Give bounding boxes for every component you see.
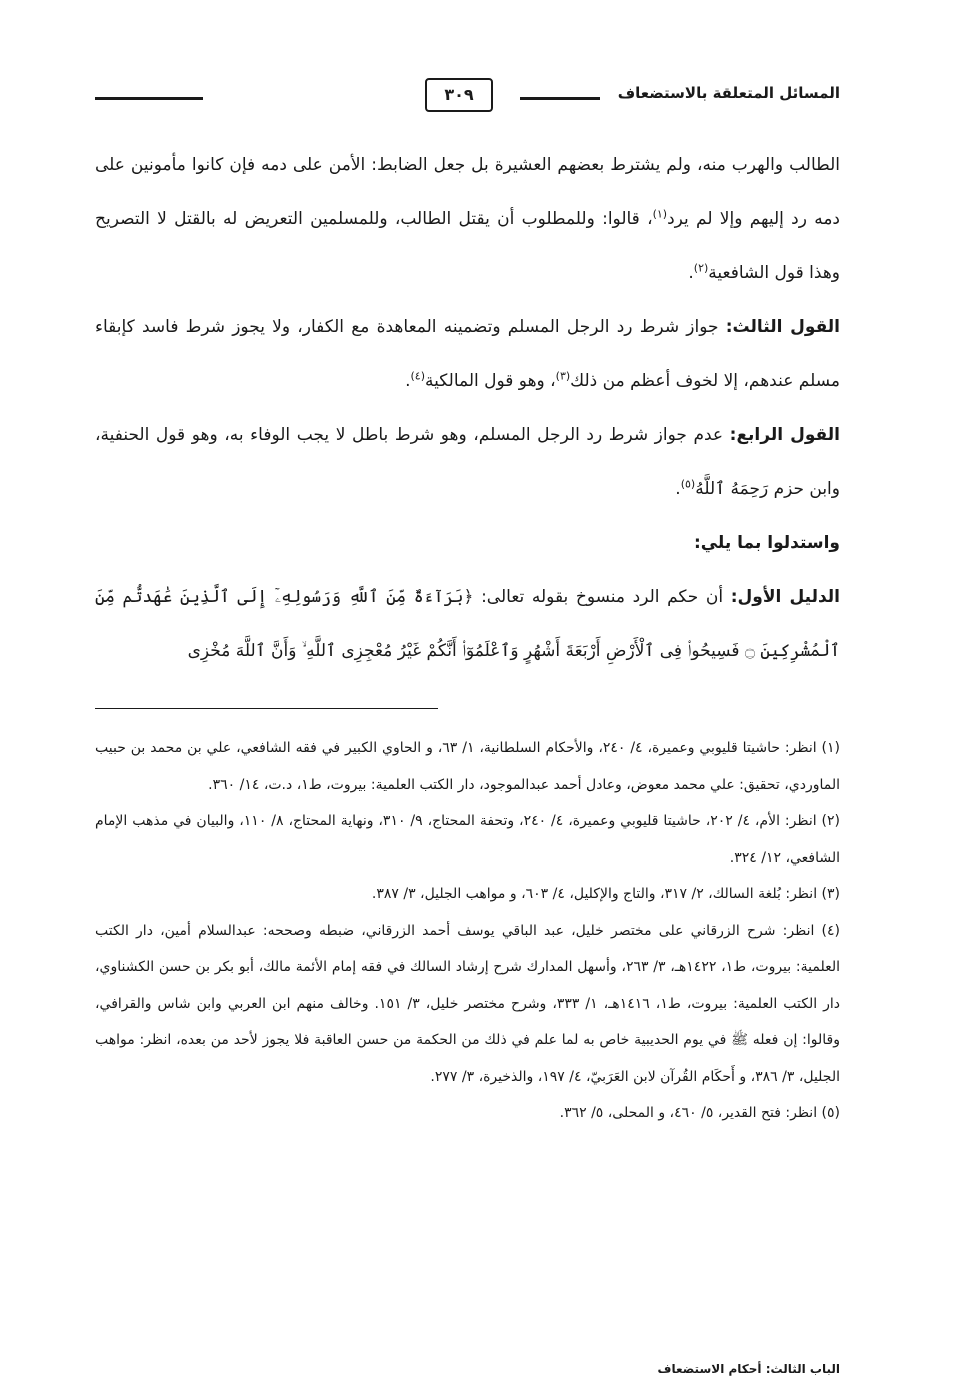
paragraph-text: . <box>675 479 681 499</box>
footnote: (١) انظر: حاشيتا قليوبي وعميرة، ٤/ ٢٤٠، والأحكام السلطانية، ١/ ٦٣، و الحاوي الكبير في فقه الشافعي، علي بن محمد بن حبيب الماوردي، تحقيق: علي محمد معوض، وعادل أحمد عبدالموجود، دار الكتب العلمية: بيروت، ط١، د.ت، ١٤/ ٣٦٠. <box>95 740 840 793</box>
running-footer: الباب الثالث: أحكام الاستضعاف <box>657 1362 840 1376</box>
footnote-ref[interactable]: (١) <box>652 207 668 221</box>
paragraph-lead: القول الرابع: <box>729 425 840 445</box>
paragraph <box>95 408 840 516</box>
footnotes <box>95 730 840 1132</box>
chapter-title: المسائل المتعلقة بالاستضعاف <box>617 84 840 102</box>
quran-verse: ﴿بَرَآءَةٌ مِّنَ ٱللَّهِ وَرَسُولِهِۦٓ إِلَى ٱلَّذِينَ عَٰهَدتُّم مِّنَ ٱلْمُشْرِكِينَ ۝ فَسِيحُوا۟ فِى ٱلْأَرْضِ أَرْبَعَةَ أَشْهُرٍ وَٱعْلَمُوٓا۟ أَنَّكُمْ غَيْرُ مُعْجِزِى ٱللَّهِ ۙ وَأَنَّ ٱللَّهَ مُخْزِى <box>95 587 840 661</box>
main-text <box>95 138 840 678</box>
paragraph-text: الطالب والهرب منه، ولم يشترط بعضهم العشيرة بل جعل الضابط: الأمن على دمه فإن كانوا مأمونين على دمه رد إليهم وإلا لم يرد <box>95 155 840 229</box>
paragraph-text: أن حكم الرد منسوخ بقوله تعالى: <box>473 587 731 607</box>
footnote-ref[interactable]: (٣) <box>555 369 571 383</box>
header-rule <box>520 97 600 100</box>
paragraph-lead: الدليل الأول: <box>730 587 840 607</box>
footnote: (٢) انظر: الأم، ٤/ ٢٠٢، حاشيتا قليوبي وعميرة، ٤/ ٢٤٠، وتحفة المحتاج، ٩/ ٣١٠، ونهاية المحتاج، ٨/ ١١٠، والبيان في مذهب الإمام الشافعي، ١٢/ ٣٢٤. <box>95 813 840 866</box>
paragraph-text: ، قالوا: وللمطلوب أن يقتل الطالب، وللمسلمين التعريض له بالقتل لا التصريح وهذا قول الشافعية <box>95 209 840 283</box>
page-number: ٣٠٩ <box>425 78 493 112</box>
paragraph-text: ، وهو قول المالكية <box>425 371 556 391</box>
paragraph <box>95 570 840 678</box>
paragraph-text: . <box>688 263 694 283</box>
footnote-ref[interactable]: (٥) <box>680 477 696 491</box>
footnote: (٥) انظر: فتح القدير، ٥/ ٤٦٠، و المحلى، ٥/ ٣٦٢. <box>559 1105 840 1121</box>
paragraph-text: . <box>405 371 411 391</box>
footnote: (٤) انظر: شرح الزرقاني على مختصر خليل، عبد الباقي يوسف أحمد الزرقاني، ضبطه وصححه: عبدالسلام أمين، دار الكتب العلمية: بيروت، ط١، ١٤٢٢هـ، ٣/ ٢٦٣، وأسهل المدارك شرح إرشاد السالك في فقه إمام الأئمة مالك، أبو بكر بن حسن الكشناوي، دار الكتب العلمية: بيروت، ط١، ١٤١٦هـ، ١/ ٣٣٣، وشرح مختصر خليل، ٣/ ١٥١. وخالف منهم ابن العربي وابن شاس والقرافي، وقالوا: إن فعله ﷺ في يوم الحديبية خاص به لما علم في ذلك من الحكمة من حسن العاقبة فلا يجوز لأحد من بعده، انظر: مواهب الجليل، ٣/ ٣٨٦، و أَحكَام القُرآن لابن العَرَبيّ، ٤/ ١٩٧، والذخيرة، ٣/ ٢٧٧. <box>95 922 841 1085</box>
paragraph-text: جواز شرط رد الرجل المسلم وتضمينه المعاهدة مع الكفار، ولا يجوز شرط فاسد كإبقاء مسلم عندهم، إلا لخوف أعظم من ذلك <box>95 317 840 391</box>
footnote: (٣) انظر: بُلغة السالك، ٢/ ٣١٧، والتاج والإكليل، ٤/ ٦٠٣، و مواهب الجليل، ٣/ ٣٨٧. <box>371 886 840 902</box>
footnote-ref[interactable]: (٤) <box>410 369 426 383</box>
footnote-separator <box>95 708 438 709</box>
header-rule <box>95 97 203 100</box>
paragraph <box>95 138 840 300</box>
paragraph-lead: القول الثالث: <box>725 317 841 337</box>
footnote-ref[interactable]: (٢) <box>693 261 709 275</box>
section-heading: واستدلوا بما يلي: <box>693 533 840 553</box>
paragraph-text: عدم جواز شرط رد الرجل المسلم، وهو شرط باطل لا يجب الوفاء به، وهو قول الحنفية، وابن حزم رَحِمَهُ ٱللَّهُ <box>95 425 840 499</box>
paragraph <box>95 300 840 408</box>
running-header <box>95 78 840 118</box>
